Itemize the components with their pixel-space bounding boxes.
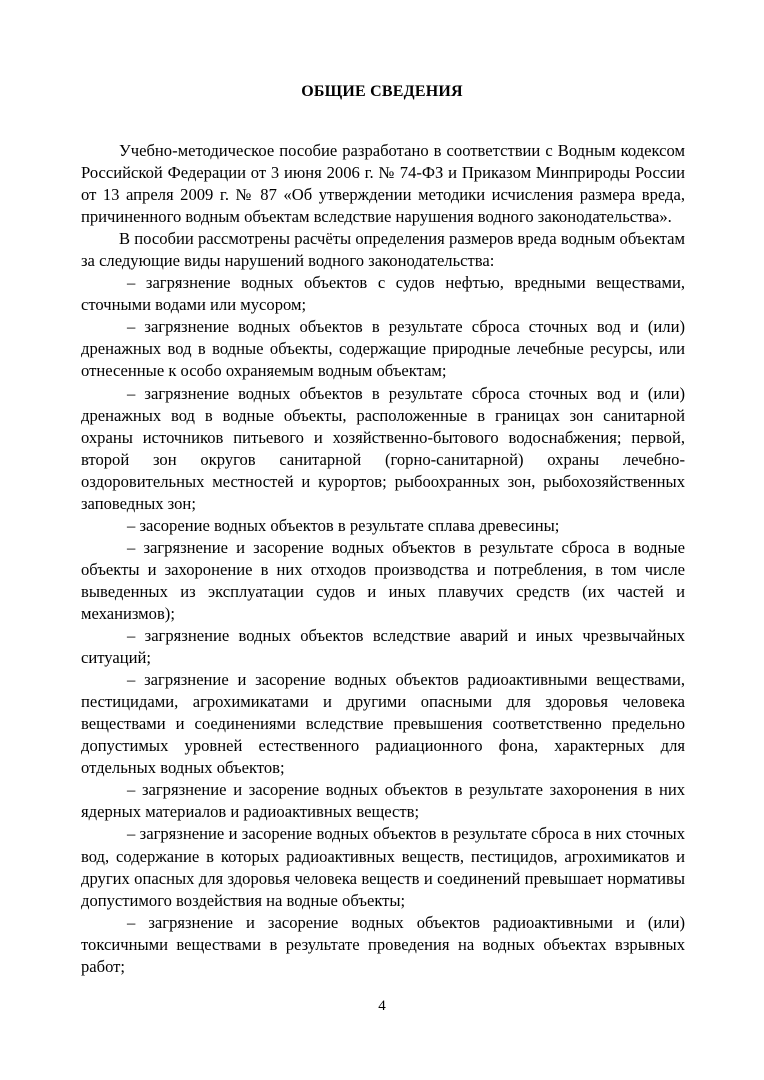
list-item: – загрязнение водных объектов вследствие аварий и иных чрезвычайных ситуаций; [81,626,685,668]
list-item: – загрязнение и засорение водных объектов в результате сброса в водные объекты и захоронение в них отходов производства и потребления, в том числе выведенных из эксплуатации судов и иных плавучих средств (их частей и механизмов); [81,537,685,623]
document-body [81,140,685,978]
page-title: ОБЩИЕ СВЕДЕНИЯ [301,83,463,100]
intro-paragraph: В пособии рассмотрены расчёты определения размеров вреда водным объектам за следующие виды нарушений водного законодательства: [81,229,685,271]
list-item: – загрязнение водных объектов в результате сброса сточных вод и (или) дренажных вод в водные объекты, содержащие природные лечебные ресурсы, или отнесенные к особо охраняемым водным объектам; [81,317,685,381]
intro-paragraph: Учебно-методическое пособие разработано в соответствии с Водным кодексом Российской Федерации от 3 июня 2006 г. № 74-ФЗ и Приказом Минприроды России от 13 апреля 2009 г. № 87 «Об утверждении методики исчисления размера вреда, причиненного водным объектам вследствие нарушения водного законодательства». [81,141,685,227]
page-number: 4 [378,998,386,1014]
list-item: – загрязнение и засорение водных объектов в результате захоронения в них ядерных материалов и радиоактивных веществ; [81,780,685,822]
list-item: – засорение водных объектов в результате сплава древесины; [127,515,560,535]
list-item: – загрязнение водных объектов с судов нефтью, вредными веществами, сточными водами или мусором; [81,273,685,315]
list-item: – загрязнение и засорение водных объектов радиоактивными веществами, пестицидами, агрохимикатами и другими опасными для здоровья человека веществами и соединениями вследствие превышения соответственно предельно допустимых уровней естественного радиационного фона, характерных для отдельных водных объектов; [81,670,685,778]
list-item: – загрязнение и засорение водных объектов радиоактивными и (или) токсичными веществами в результате проведения на водных объектах взрывных работ; [81,912,685,976]
list-item: – загрязнение и засорение водных объектов в результате сброса в них сточных вод, содержание в которых радиоактивных веществ, пестицидов, агрохимикатов и других опасных для здоровья человека веществ и соединений превышает нормативы допустимого воздействия на водные объекты; [81,824,685,910]
list-item: – загрязнение водных объектов в результате сброса сточных вод и (или) дренажных вод в водные объекты, расположенные в границах зон санитарной охраны источников питьевого и хозяйственно-бытового водоснабжения; первой, второй зон округов санитарной (горно-санитарной) охраны лечебно-оздоровительных местностей и курортов; рыбоохранных зон, рыбохозяйственных заповедных зон; [81,383,685,513]
